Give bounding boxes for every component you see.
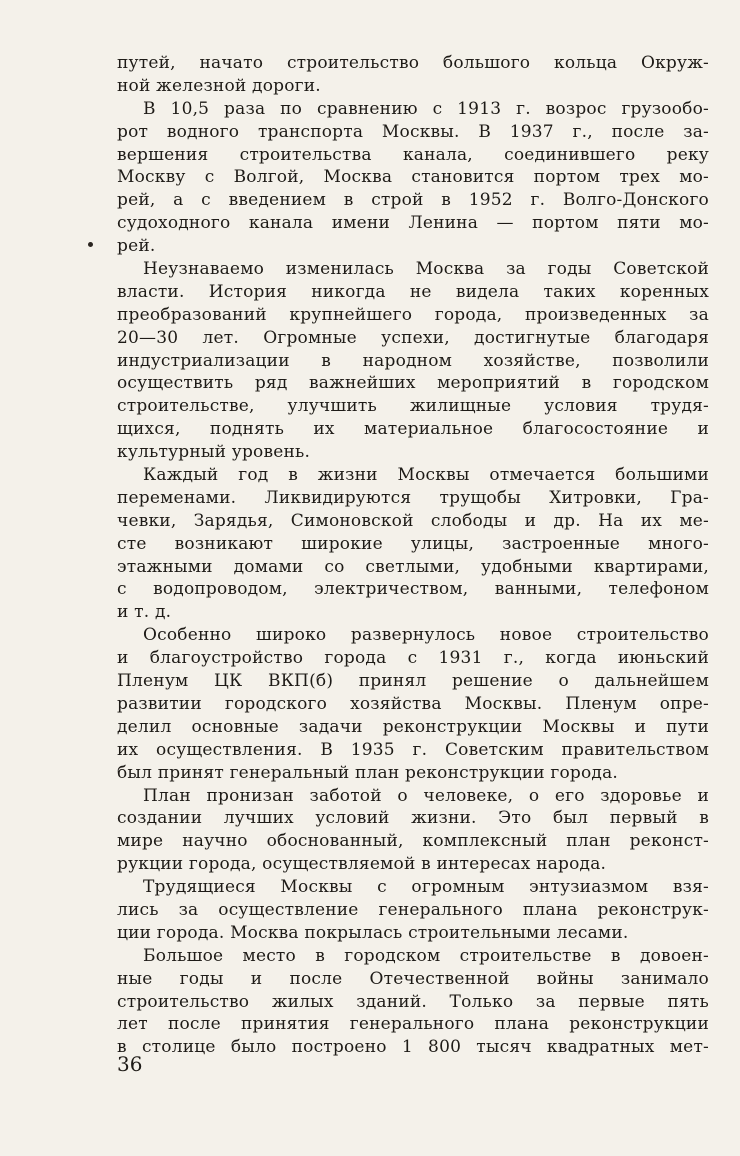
text-line: Особенно широко развернулось новое строительство — [143, 625, 709, 646]
text-line: делил основные задачи реконструкции Москвы и пути — [117, 716, 709, 737]
text-line: ной железной дороги. — [117, 75, 321, 96]
text-line: этажными домами со светлыми, удобными квартирами, — [117, 556, 709, 577]
text-line: строительство жилых зданий. Только за первые пять — [117, 991, 709, 1012]
text-line: переменами. Ликвидируются трущобы Хитровки, Гра- — [117, 487, 709, 508]
page-number: 36 — [117, 1052, 143, 1076]
text-line: индустриализации в народном хозяйстве, позволили — [117, 350, 709, 371]
text-line: в столице было построено 1 800 тысяч квадратных мет- — [117, 1037, 709, 1058]
text-line: создании лучших условий жизни. Это был первый в — [117, 808, 709, 829]
text-line: Большое место в городском строительстве в довоен- — [143, 945, 709, 966]
text-line: Трудящиеся Москвы с огромным энтузиазмом взя- — [143, 877, 709, 898]
text-line: путей, начато строительство большого кольца Окруж- — [117, 53, 709, 73]
text-line: культурный уровень. — [117, 442, 311, 463]
text-line: Неузнаваемо изменилась Москва за годы Советской — [143, 259, 709, 280]
text-line: Москву с Волгой, Москва становится портом трех мо- — [117, 167, 709, 188]
text-line: с водопроводом, электричеством, ванными, телефоном — [117, 579, 709, 600]
text-line: План пронизан заботой о человеке, о его здоровье и — [143, 785, 709, 806]
text-line: и благоустройство города с 1931 г., когда июньский — [117, 648, 709, 669]
text-line: власти. История никогда не видела таких коренных — [117, 281, 709, 302]
text-line: рот водного транспорта Москвы. В 1937 г., после за- — [117, 121, 709, 142]
text-line: сте возникают широкие улицы, застроенные много- — [117, 533, 709, 554]
text-line: вершения строительства канала, соединившего реку — [117, 144, 709, 165]
text-line: осуществить ряд важнейших мероприятий в городском — [117, 373, 709, 394]
text-line: был принят генеральный план реконструкции города. — [117, 762, 619, 783]
text-line: и т. д. — [117, 602, 172, 623]
margin-mark — [88, 242, 93, 247]
text-line: лет после принятия генерального плана реконструкции — [117, 1014, 709, 1035]
text-line: 20—30 лет. Огромные успехи, достигнутые благодаря — [117, 327, 709, 348]
text-line: щихся, поднять их материальное благосостояние и — [117, 419, 709, 440]
text-line: Каждый год в жизни Москвы отмечается большими — [143, 465, 709, 486]
text-line: рей. — [117, 236, 156, 257]
text-line: строительстве, улучшить жилищные условия трудя- — [117, 396, 709, 417]
text-line: судоходного канала имени Ленина — портом пяти мо- — [117, 213, 709, 234]
body-text — [117, 52, 709, 1059]
text-line: ные годы и после Отечественной войны занимало — [117, 968, 709, 989]
text-line: рукции города, осуществляемой в интересах народа. — [117, 854, 607, 875]
text-line: В 10,5 раза по сравнению с 1913 г. возрос грузообо- — [143, 98, 709, 119]
text-line: мире научно обоснованный, комплексный план реконст- — [117, 831, 709, 852]
text-line: рей, а с введением в строй в 1952 г. Волго-Донского — [117, 190, 709, 211]
text-line: их осуществления. В 1935 г. Советским правительством — [117, 739, 709, 760]
text-line: Пленум ЦК ВКП(б) принял решение о дальнейшем — [117, 671, 709, 692]
text-line: лись за осуществление генерального плана реконструк- — [117, 899, 709, 920]
text-line: развитии городского хозяйства Москвы. Пленум опре- — [117, 693, 709, 714]
text-line: чевки, Зарядья, Симоновской слободы и др. На их ме- — [117, 510, 709, 531]
text-line: преобразований крупнейшего города, произведенных за — [117, 304, 709, 325]
text-line: ции города. Москва покрылась строительными лесами. — [117, 922, 629, 943]
